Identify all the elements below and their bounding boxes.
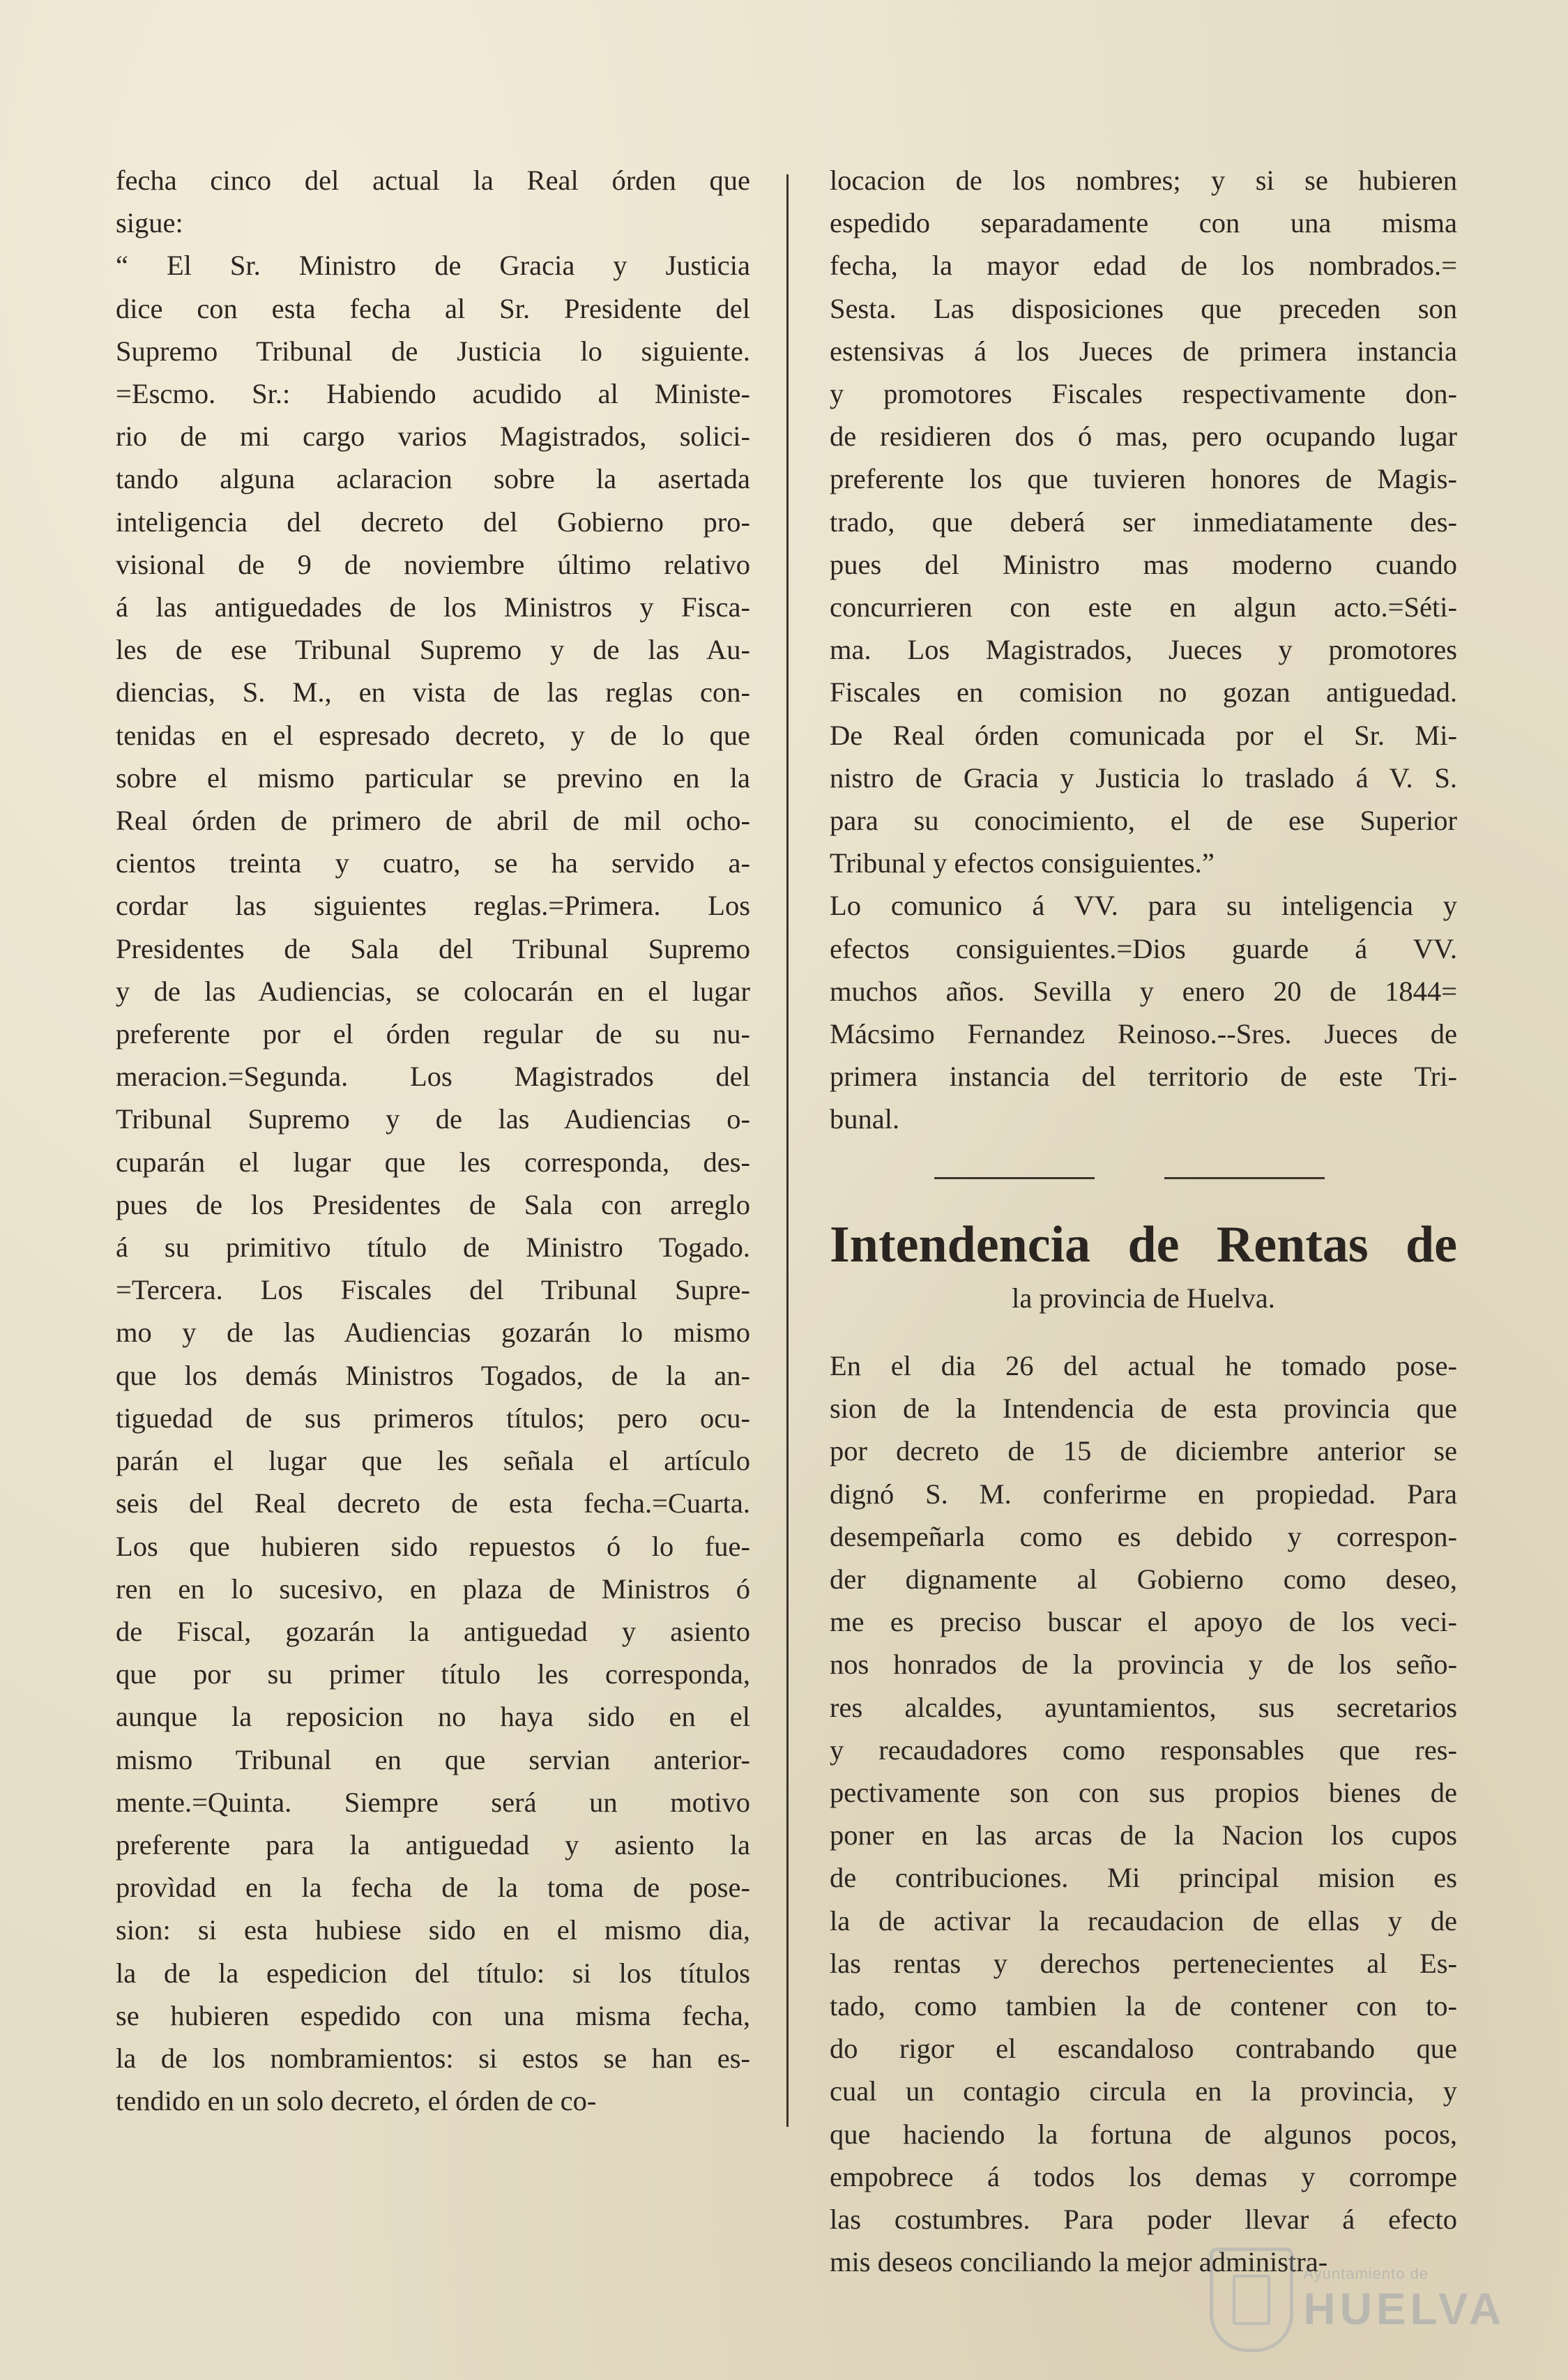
text-line: desempeñarla como es debido y correspon- — [830, 1520, 1457, 1552]
text-line: de contribuciones. Mi principal mision es — [830, 1862, 1457, 1894]
section-separator — [934, 1177, 1325, 1180]
text-line: pues del Ministro mas moderno cuando — [830, 548, 1457, 580]
text-line: la de la espedicion del título: si los títulos — [116, 1957, 750, 1989]
text-line: ren en lo sucesivo, en plaza de Ministros ó — [116, 1572, 750, 1605]
text-line: rio de mi cargo varios Magistrados, solici- — [116, 420, 750, 453]
text-line: dice con esta fecha al Sr. Presidente del — [116, 292, 750, 324]
text-line: Tribunal y efectos consiguientes.” — [830, 847, 1215, 879]
right-column-top — [830, 159, 1457, 1141]
text-line: se hubieren espedido con una misma fecha, — [116, 1999, 750, 2031]
text-line: fecha cinco del actual la Real órden que — [116, 165, 750, 196]
text-line: y promotores Fiscales respectivamente don- — [830, 378, 1457, 410]
text-line: cientos treinta y cuatro, se ha servido a- — [116, 847, 750, 879]
text-line: poner en las arcas de la Nacion los cupos — [830, 1819, 1457, 1851]
column-divider — [786, 174, 789, 2127]
text-line: tando alguna aclaracion sobre la asertada — [116, 463, 750, 495]
text-line: preferente los que tuvieren honores de Magis- — [830, 463, 1457, 495]
text-line: tado, como tambien la de contener con to- — [830, 1990, 1457, 2022]
text-line: En el dia 26 del actual he tomado pose- — [830, 1350, 1457, 1381]
text-line: fecha, la mayor edad de los nombrados.= — [830, 250, 1457, 282]
text-line: =Tercera. Los Fiscales del Tribunal Supre- — [116, 1274, 750, 1306]
text-line: aunque la reposicion no haya sido en el — [116, 1701, 750, 1733]
text-line: nos honrados de la provincia y de los seño- — [830, 1648, 1457, 1681]
text-line: que los demás Ministros Togados, de la an- — [116, 1359, 750, 1391]
text-line: =Escmo. Sr.: Habiendo acudido al Ministe- — [116, 378, 750, 410]
text-line: que por su primer título les corresponda, — [116, 1658, 750, 1690]
text-line: y de las Audiencias, se colocarán en el lugar — [116, 975, 750, 1007]
section-subheading: la provincia de Huelva. — [1012, 1282, 1275, 1314]
section-heading: Intendencia de Rentas de — [830, 1216, 1457, 1273]
text-line: provìdad en la fecha de la toma de pose- — [116, 1872, 750, 1904]
text-line: diencias, S. M., en vista de las reglas con- — [116, 676, 750, 708]
text-line: la de activar la recaudacion de ellas y de — [830, 1904, 1457, 1936]
text-line: bunal. — [830, 1103, 900, 1135]
text-line: cual un contagio circula en la provincia, y — [830, 2075, 1457, 2107]
text-line: do rigor el escandaloso contrabando que — [830, 2033, 1457, 2065]
text-line: parán el lugar que les señala el artículo — [116, 1445, 750, 1477]
text-line: y recaudadores como responsables que res- — [830, 1734, 1457, 1766]
text-line: primera instancia del territorio de este Tri- — [830, 1061, 1457, 1093]
text-line: tenidas en el espresado decreto, y de lo que — [116, 719, 750, 751]
left-column — [116, 159, 750, 2122]
text-line: las costumbres. Para poder llevar á efecto — [830, 2204, 1457, 2236]
text-line: preferente para la antiguedad y asiento la — [116, 1828, 750, 1860]
text-line: empobrece á todos los demas y corrompe — [830, 2160, 1457, 2192]
text-line: de Fiscal, gozarán la antiguedad y asiento — [116, 1615, 750, 1647]
text-line: Real órden de primero de abril de mil ocho- — [116, 805, 750, 837]
text-line: cordar las siguientes reglas.=Primera. Los — [116, 890, 750, 922]
text-line: Sesta. Las disposiciones que preceden son — [830, 292, 1457, 324]
text-line: pues de los Presidentes de Sala con arreglo — [116, 1188, 750, 1220]
text-line: les de ese Tribunal Supremo y de las Au- — [116, 634, 750, 666]
text-line: seis del Real decreto de esta fecha.=Cuarta. — [116, 1487, 750, 1519]
text-line: ma. Los Magistrados, Jueces y promotores — [830, 634, 1457, 666]
text-line: estensivas á los Jueces de primera instancia — [830, 335, 1457, 367]
text-line: nistro de Gracia y Justicia lo traslado á V. S. — [830, 761, 1457, 794]
text-line: espedido separadamente con una misma — [830, 207, 1457, 239]
text-line: sobre el mismo particular se previno en la — [116, 761, 750, 794]
text-line: sion de la Intendencia de esta provincia que — [830, 1393, 1457, 1425]
separator-rule-right — [1164, 1177, 1325, 1179]
text-line: por decreto de 15 de diciembre anterior se — [830, 1435, 1457, 1467]
text-line: visional de 9 de noviembre último relativo — [116, 548, 750, 580]
text-line: concurrieren con este en algun acto.=Séti- — [830, 591, 1457, 623]
text-line: “ El Sr. Ministro de Gracia y Justicia — [116, 250, 750, 282]
text-line: mis deseos conciliando la mejor administra- — [830, 2246, 1328, 2278]
text-line: me es preciso buscar el apoyo de los veci- — [830, 1606, 1457, 1638]
text-line: mo y de las Audiencias gozarán lo mismo — [116, 1317, 750, 1349]
text-line: dignó S. M. conferirme en propiedad. Para — [830, 1478, 1457, 1510]
text-line: muchos años. Sevilla y enero 20 de 1844= — [830, 975, 1457, 1007]
watermark-logo — [1210, 2248, 1505, 2352]
right-column-bottom — [830, 1344, 1457, 2283]
text-line: trado, que deberá ser inmediatamente des- — [830, 506, 1457, 538]
text-line: efectos consiguientes.=Dios guarde á VV. — [830, 932, 1457, 964]
text-line: inteligencia del decreto del Gobierno pro- — [116, 506, 750, 538]
shield-icon — [1210, 2248, 1293, 2352]
text-line: De Real órden comunicada por el Sr. Mi- — [830, 719, 1457, 751]
text-line: locacion de los nombres; y si se hubieren — [830, 165, 1457, 196]
text-line: las rentas y derechos pertenecientes al Es- — [830, 1947, 1457, 1979]
separator-rule-left — [934, 1177, 1095, 1179]
text-line: Presidentes de Sala del Tribunal Supremo — [116, 932, 750, 964]
text-line: sigue: — [116, 207, 183, 239]
text-line: mismo Tribunal en que servian anterior- — [116, 1743, 750, 1775]
text-line: Tribunal Supremo y de las Audiencias o- — [116, 1103, 750, 1135]
text-line: Mácsimo Fernandez Reinoso.--Sres. Jueces de — [830, 1018, 1457, 1050]
text-line: para su conocimiento, el de ese Superior — [830, 805, 1457, 837]
text-line: res alcaldes, ayuntamientos, sus secretarios — [830, 1691, 1457, 1723]
text-line: mente.=Quinta. Siempre será un motivo — [116, 1786, 750, 1818]
text-line: Lo comunico á VV. para su inteligencia y — [830, 890, 1457, 922]
text-line: á su primitivo título de Ministro Togado. — [116, 1231, 750, 1264]
text-line: pectivamente son con sus propios bienes de — [830, 1777, 1457, 1809]
text-line: Los que hubieren sido repuestos ó lo fue- — [116, 1530, 750, 1562]
text-line: tendido en un solo decreto, el órden de co- — [116, 2085, 597, 2117]
text-line: Supremo Tribunal de Justicia lo siguiente. — [116, 335, 750, 367]
text-line: preferente por el órden regular de su nu- — [116, 1018, 750, 1050]
text-line: á las antiguedades de los Ministros y Fisca- — [116, 591, 750, 623]
text-line: la de los nombramientos: si estos se han es- — [116, 2042, 750, 2074]
watermark-big-text: HUELVA — [1303, 2284, 1505, 2334]
watermark-small-text: Ayuntamiento de — [1303, 2265, 1429, 2282]
text-line: tiguedad de sus primeros títulos; pero ocu- — [116, 1402, 750, 1434]
text-line: de residieren dos ó mas, pero ocupando lugar — [830, 420, 1457, 453]
text-line: der dignamente al Gobierno como deseo, — [830, 1563, 1457, 1595]
text-line: meracion.=Segunda. Los Magistrados del — [116, 1061, 750, 1093]
text-line: sion: si esta hubiese sido en el mismo dia, — [116, 1914, 750, 1946]
text-line: Fiscales en comision no gozan antiguedad. — [830, 676, 1457, 708]
text-line: cuparán el lugar que les corresponda, des- — [116, 1146, 750, 1178]
text-line: que haciendo la fortuna de algunos pocos, — [830, 2118, 1457, 2150]
